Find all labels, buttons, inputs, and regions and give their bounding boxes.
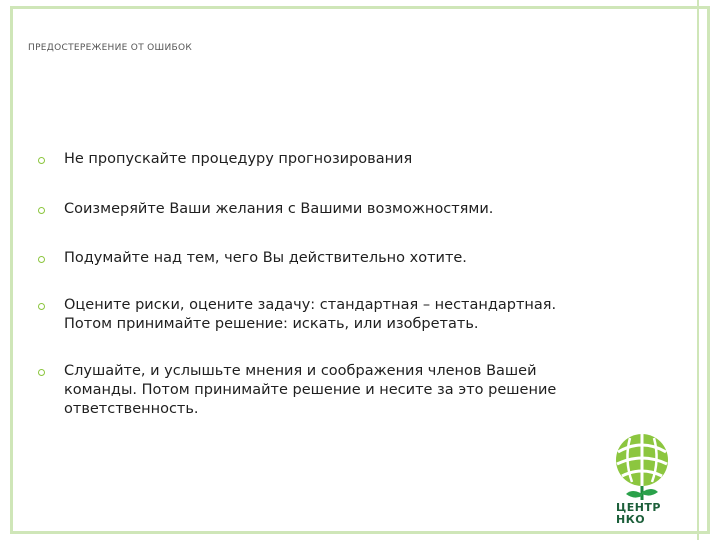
- bullet-circle-icon: [38, 157, 45, 164]
- bullet-text: Оцените риски, оцените задачу: стандартная – нестандартная. Потом принимайте решение: искать, или изобретать.: [64, 297, 557, 332]
- logo-label-line2: НКО: [616, 513, 646, 526]
- right-divider: [697, 0, 699, 540]
- bullet-text: Не пропускайте процедуру прогнозирования: [64, 151, 413, 167]
- bullet-circle-icon: [38, 256, 45, 263]
- bullet-circle-icon: [38, 303, 45, 310]
- bullet-text: Соизмеряйте Ваши желания с Вашими возможностями.: [64, 201, 494, 217]
- bullet-text: Слушайте, и услышьте мнения и соображения членов Вашей команды. Потом принимайте решение и несите за это решение ответственность.: [64, 363, 557, 417]
- logo-label-line1: ЦЕНТР: [616, 501, 661, 514]
- slide-frame: [10, 6, 710, 534]
- bullet-text: Подумайте над тем, чего Вы действительно хотите.: [64, 250, 467, 266]
- bullet-circle-icon: [38, 369, 45, 376]
- slide-title: ПРЕДОСТЕРЕЖЕНИЕ ОТ ОШИБОК: [28, 43, 193, 53]
- bullet-circle-icon: [38, 207, 45, 214]
